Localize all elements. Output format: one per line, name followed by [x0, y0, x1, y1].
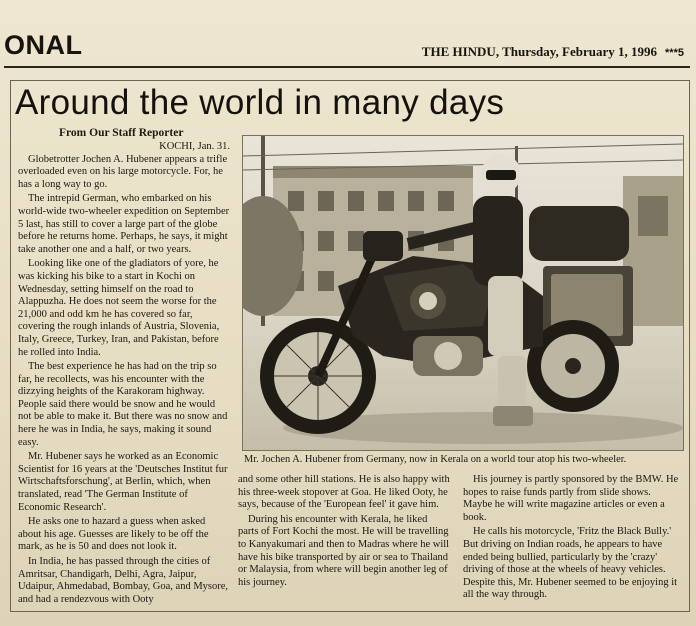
paragraph: During his encounter with Kerala, he liked parts of Fort Kochi the most. He will be travelling to Kanyakumari and then to Madras where he will have his bike transported by air or sea to Thailand or Malaysia, from where will begin another leg of his journey. — [238, 513, 450, 588]
dateline: KOCHI, Jan. 31. — [159, 141, 230, 152]
motorcycle-photo — [242, 135, 684, 451]
paragraph: Mr. Hubener says he worked as an Economic Scientist for 16 years at the 'Deutsches Institut fur Wirtschaftsforschung', at Berlin, which, when translated, read 'The German Institute of Economic Research'. — [18, 451, 228, 513]
photo-caption: Mr. Jochen A. Hubener from Germany, now in Kerala on a world tour atop his two-wheeler. — [244, 454, 627, 465]
article — [10, 80, 690, 612]
paragraph: His journey is partly sponsored by the BMW. He hopes to raise funds partly from slide shows. Maybe he will write magazine articles or even a book. — [463, 474, 679, 523]
masthead-text: THE HINDU, Thursday, February 1, 1996 — [421, 44, 658, 59]
paragraph: and some other hill stations. He is also happy with his three-week stopover at Goa. He liked Ooty, he says, because of the 'European feel' it gave him. — [238, 474, 450, 511]
paragraph: In India, he has passed through the cities of Amritsar, Chandigarh, Delhi, Agra, Jaipur, Udaipur, Ahmedabad, Bombay, Goa, and Mysore, and had a rendezvous with Ooty — [18, 556, 229, 605]
paragraph: He asks one to hazard a guess when asked about his age. Guesses are likely to be off the mark, as he is 50 and does not look it. — [18, 516, 209, 553]
paragraph: Globetrotter Jochen A. Hubener appears a trifle overloaded even on his large motorcycle. For, he has a long way to go. — [18, 153, 228, 190]
headline: Around the world in many days — [15, 83, 505, 122]
article-column-1 — [18, 141, 230, 606]
top-rule — [4, 66, 690, 68]
masthead — [422, 44, 684, 60]
page-marker: ***5 — [665, 47, 684, 59]
paragraph: The intrepid German, who embarked on his world-wide two-wheeler expedition on September 5 last, has still to cover a large part of the globe before he returns home. Perhaps, he says, it might take another one and a half, or two years. — [18, 193, 230, 255]
paragraph: He calls his motorcycle, 'Fritz the Black Bully.' But driving on Indian roads, he appears to have ended being bullied, particularly by the 'crazy' driving of those at the wheels of heavy vehicles. Despite this, Mr. Hubener seemed to be enjoying it all the way through. — [463, 526, 678, 601]
section-label: ONAL — [4, 30, 83, 60]
paragraph: Looking like one of the gladiators of yore, he was kicking his bike to a start in Kochi on Wednesday, setting himself on the road to Alappuzha. He does not seem the worse for the 21,000 and odd km he has covered so far, covering the rough inlands of Austria, Slovenia, Italy, Greece, Turkey, Iran, and Pakistan, before he rolled into India. — [18, 258, 220, 358]
byline: From Our Staff Reporter — [59, 127, 184, 139]
article-column-2 — [238, 474, 450, 589]
article-column-3 — [463, 474, 681, 602]
paragraph: The best experience he has had on the trip so far, he recollects, was his encounter with the dizzying heights of the Karakoram highway. People said there would be snow and he would not be able to make it. But there was no snow and here he was in India, he says, making it sound easy. — [18, 361, 228, 448]
